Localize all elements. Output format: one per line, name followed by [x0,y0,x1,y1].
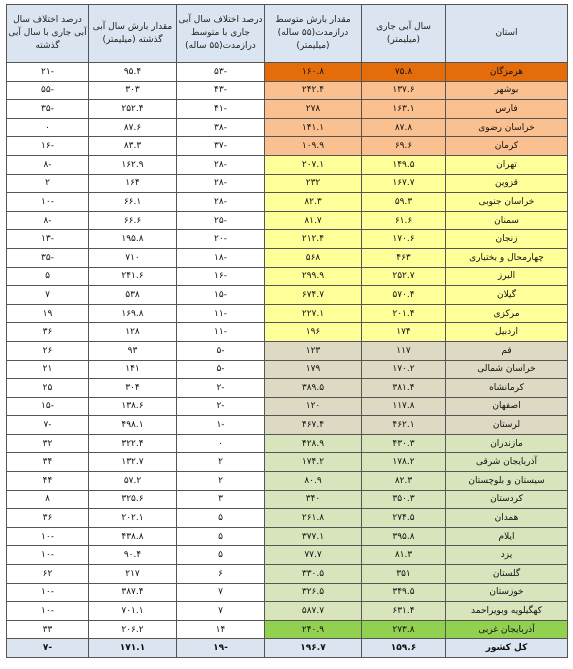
current-year-cell: ۴۳۰.۳ [362,434,446,453]
diff-last-cell: -۳۵ [7,100,89,119]
avg-55-cell: ۵۶۸ [265,248,362,267]
diff-last-cell: ۲۱ [7,360,89,379]
table-row [7,397,568,416]
last-year-cell: ۹۳ [89,341,177,360]
table-row [7,416,568,435]
current-year-cell: ۱۷۰.۶ [362,230,446,249]
rainfall-table [6,4,568,658]
last-year-cell: ۱۶۹.۸ [89,304,177,323]
diff-last-cell: ۸ [7,490,89,509]
province-cell: سمنان [446,211,568,230]
diff-avg-cell: -۲ [177,397,265,416]
table-row [7,602,568,621]
last-year-cell: ۳۰۴ [89,379,177,398]
last-year-cell: ۲۱۷ [89,565,177,584]
province-cell: آذربایجان شرقی [446,453,568,472]
avg-55-cell: ۶۷۴.۷ [265,286,362,305]
diff-avg-cell: -۳۸ [177,118,265,137]
diff-avg-cell: ۵ [177,546,265,565]
diff-avg-cell: -۴۳ [177,81,265,100]
last-year-cell: ۸۷.۶ [89,118,177,137]
table-row [7,81,568,100]
province-cell: ایلام [446,527,568,546]
avg-55-cell: ۲۲۷.۱ [265,304,362,323]
last-year-cell: ۱۹۵.۸ [89,230,177,249]
diff-avg-cell: -۱۵ [177,286,265,305]
diff-last-cell: -۳۵ [7,248,89,267]
diff-avg-cell: -۵ [177,341,265,360]
province-cell: سیستان و بلوچستان [446,472,568,491]
total-current-year: ۱۵۹.۶ [362,639,446,658]
province-cell: آذربایجان غربی [446,620,568,639]
diff-last-cell: ۳۶ [7,323,89,342]
table-row [7,620,568,639]
diff-last-cell: -۸ [7,211,89,230]
diff-last-cell: ۲۵ [7,379,89,398]
last-year-cell: ۶۶.۶ [89,211,177,230]
province-cell: مازندران [446,434,568,453]
current-year-cell: ۱۴۹.۵ [362,155,446,174]
diff-last-cell: -۸ [7,155,89,174]
avg-55-cell: ۷۷.۷ [265,546,362,565]
last-year-cell: ۴۳۸.۸ [89,527,177,546]
diff-avg-cell: -۲ [177,379,265,398]
avg-55-cell: ۱۲۰ [265,397,362,416]
last-year-cell: ۳۸۷.۴ [89,583,177,602]
province-cell: هرمزگان [446,63,568,82]
table-row [7,118,568,137]
last-year-cell: ۵۳۸ [89,286,177,305]
diff-last-cell: -۱۳ [7,230,89,249]
province-cell: کردستان [446,490,568,509]
last-year-cell: ۴۹۸.۱ [89,416,177,435]
avg-55-cell: ۸۲.۳ [265,193,362,212]
province-cell: اصفهان [446,397,568,416]
province-cell: خراسان شمالی [446,360,568,379]
diff-avg-cell: ۲ [177,472,265,491]
avg-55-cell: ۲۱۲.۴ [265,230,362,249]
diff-last-cell: ۵ [7,267,89,286]
current-year-cell: ۱۷۰.۲ [362,360,446,379]
avg-55-cell: ۲۹۹.۹ [265,267,362,286]
avg-55-cell: ۲۴۲.۴ [265,81,362,100]
diff-avg-cell: ۵ [177,527,265,546]
province-cell: قزوین [446,174,568,193]
province-cell: کرمانشاه [446,379,568,398]
province-cell: گیلان [446,286,568,305]
current-year-cell: ۲۰۱.۴ [362,304,446,323]
avg-55-cell: ۱۹۶ [265,323,362,342]
diff-last-cell: ۴۴ [7,472,89,491]
diff-avg-cell: -۲۸ [177,193,265,212]
province-cell: یزد [446,546,568,565]
table-row [7,304,568,323]
province-cell: کهگیلویه وبویراحمد [446,602,568,621]
diff-avg-cell: ۲ [177,453,265,472]
current-year-cell: ۶۱.۶ [362,211,446,230]
diff-avg-cell: -۱۶ [177,267,265,286]
last-year-cell: ۱۳۸.۶ [89,397,177,416]
current-year-cell: ۲۵۲.۷ [362,267,446,286]
table-row [7,155,568,174]
header-diff-last: درصد اختلاف سال آبی جاری با سال آبی گذشته [7,5,89,63]
province-cell: کرمان [446,137,568,156]
diff-last-cell: -۲۱ [7,63,89,82]
table-row [7,323,568,342]
current-year-cell: ۳۹۵.۸ [362,527,446,546]
diff-last-cell: ۲۶ [7,341,89,360]
diff-avg-cell: ۶ [177,565,265,584]
diff-last-cell: ۰ [7,118,89,137]
current-year-cell: ۴۶۳ [362,248,446,267]
last-year-cell: ۶۶.۱ [89,193,177,212]
province-cell: خراسان جنوبی [446,193,568,212]
avg-55-cell: ۳۲۶.۵ [265,583,362,602]
avg-55-cell: ۴۲۸.۹ [265,434,362,453]
table-body [7,63,568,658]
diff-avg-cell: -۱۸ [177,248,265,267]
table-row [7,509,568,528]
diff-last-cell: -۱۰ [7,546,89,565]
current-year-cell: ۱۶۷.۷ [362,174,446,193]
table-row [7,267,568,286]
avg-55-cell: ۱۲۳ [265,341,362,360]
diff-avg-cell: -۵ [177,360,265,379]
province-cell: تهران [446,155,568,174]
diff-avg-cell: ۱۴ [177,620,265,639]
current-year-cell: ۱۱۷.۸ [362,397,446,416]
diff-avg-cell: ۷ [177,602,265,621]
header-row [7,5,568,63]
diff-avg-cell: -۴۱ [177,100,265,119]
total-diff-last: -۷ [7,639,89,658]
diff-last-cell: -۱۰ [7,527,89,546]
avg-55-cell: ۱۷۹ [265,360,362,379]
province-cell: بوشهر [446,81,568,100]
diff-avg-cell: -۲۸ [177,155,265,174]
last-year-cell: ۱۶۲.۹ [89,155,177,174]
current-year-cell: ۸۷.۸ [362,118,446,137]
avg-55-cell: ۲۷۸ [265,100,362,119]
avg-55-cell: ۲۴۰.۹ [265,620,362,639]
province-cell: قم [446,341,568,360]
avg-55-cell: ۲۶۱.۸ [265,509,362,528]
header-diff-avg: درصد اختلاف سال آبی جاری با متوسط درازمدت(۵۵ ساله) [177,5,265,63]
diff-avg-cell: -۳۷ [177,137,265,156]
current-year-cell: ۸۱.۳ [362,546,446,565]
last-year-cell: ۱۴۱ [89,360,177,379]
avg-55-cell: ۱۷۴.۲ [265,453,362,472]
avg-55-cell: ۱۰۹.۹ [265,137,362,156]
province-cell: خراسان رضوی [446,118,568,137]
current-year-cell: ۱۷۸.۲ [362,453,446,472]
table-row [7,434,568,453]
last-year-cell: ۵۷.۲ [89,472,177,491]
province-cell: البرز [446,267,568,286]
diff-last-cell: -۱۰ [7,583,89,602]
last-year-cell: ۱۶۴ [89,174,177,193]
total-label: کل کشور [446,639,568,658]
diff-avg-cell: -۲۰ [177,230,265,249]
table-row [7,248,568,267]
diff-avg-cell: ۷ [177,583,265,602]
current-year-cell: ۲۷۳.۸ [362,620,446,639]
avg-55-cell: ۳۷۷.۱ [265,527,362,546]
table-row [7,174,568,193]
province-cell: خوزستان [446,583,568,602]
current-year-cell: ۶۹.۶ [362,137,446,156]
province-cell: گلستان [446,565,568,584]
avg-55-cell: ۳۸۹.۵ [265,379,362,398]
total-avg-55: ۱۹۶.۷ [265,639,362,658]
province-cell: لرستان [446,416,568,435]
table-row [7,360,568,379]
diff-last-cell: -۵۵ [7,81,89,100]
rainfall-table-container [6,4,567,665]
diff-last-cell: -۱۶ [7,137,89,156]
avg-55-cell: ۳۴۰ [265,490,362,509]
last-year-cell: ۱۲۸ [89,323,177,342]
avg-55-cell: ۸۱.۷ [265,211,362,230]
last-year-cell: ۱۳۲.۷ [89,453,177,472]
table-row [7,565,568,584]
current-year-cell: ۳۵۰.۳ [362,490,446,509]
province-cell: مرکزی [446,304,568,323]
total-last-year: ۱۷۱.۱ [89,639,177,658]
current-year-cell: ۱۶۳.۱ [362,100,446,119]
diff-avg-cell: ۵ [177,509,265,528]
current-year-cell: ۶۳۱.۴ [362,602,446,621]
diff-last-cell: -۱۰ [7,602,89,621]
diff-last-cell: ۷ [7,286,89,305]
diff-avg-cell: -۲۵ [177,211,265,230]
table-row [7,63,568,82]
table-row [7,341,568,360]
table-row [7,286,568,305]
table-row [7,490,568,509]
current-year-cell: ۱۳۷.۶ [362,81,446,100]
total-diff-avg: -۱۹ [177,639,265,658]
current-year-cell: ۱۱۷ [362,341,446,360]
last-year-cell: ۸۳.۳ [89,137,177,156]
current-year-cell: ۱۷۴ [362,323,446,342]
last-year-cell: ۲۰۲.۱ [89,509,177,528]
last-year-cell: ۳۲۵.۶ [89,490,177,509]
avg-55-cell: ۵۸۷.۷ [265,602,362,621]
diff-avg-cell: -۱ [177,416,265,435]
last-year-cell: ۳۲۲.۴ [89,434,177,453]
province-cell: زنجان [446,230,568,249]
table-row [7,527,568,546]
header-current-year: سال آبی جاری (میلیمتر) [362,5,446,63]
current-year-cell: ۷۵.۸ [362,63,446,82]
current-year-cell: ۸۲.۳ [362,472,446,491]
province-cell: اردبیل [446,323,568,342]
diff-last-cell: ۲ [7,174,89,193]
current-year-cell: ۳۸۱.۴ [362,379,446,398]
table-row [7,230,568,249]
diff-last-cell: -۱۰ [7,193,89,212]
last-year-cell: ۹۰.۴ [89,546,177,565]
diff-last-cell: -۱۵ [7,397,89,416]
current-year-cell: ۳۴۹.۵ [362,583,446,602]
last-year-cell: ۳۰۳ [89,81,177,100]
diff-avg-cell: -۱۱ [177,323,265,342]
table-row [7,453,568,472]
last-year-cell: ۲۰۶.۲ [89,620,177,639]
province-cell: فارس [446,100,568,119]
avg-55-cell: ۱۶۰.۸ [265,63,362,82]
diff-avg-cell: ۳ [177,490,265,509]
diff-avg-cell: -۱۱ [177,304,265,323]
diff-last-cell: ۱۹ [7,304,89,323]
current-year-cell: ۳۵۱ [362,565,446,584]
table-row [7,379,568,398]
table-row [7,583,568,602]
diff-last-cell: ۳۴ [7,453,89,472]
last-year-cell: ۲۴۱.۶ [89,267,177,286]
avg-55-cell: ۲۳۲ [265,174,362,193]
diff-avg-cell: -۲۸ [177,174,265,193]
table-row [7,137,568,156]
header-last-year: مقدار بارش سال آبی گذشته (میلیمتر) [89,5,177,63]
current-year-cell: ۵۹.۳ [362,193,446,212]
diff-last-cell: ۳۶ [7,509,89,528]
table-row [7,193,568,212]
last-year-cell: ۷۰۱.۱ [89,602,177,621]
diff-last-cell: ۶۲ [7,565,89,584]
table-row [7,211,568,230]
avg-55-cell: ۱۴۱.۱ [265,118,362,137]
diff-last-cell: ۳۲ [7,434,89,453]
avg-55-cell: ۲۰۷.۱ [265,155,362,174]
avg-55-cell: ۴۶۷.۴ [265,416,362,435]
last-year-cell: ۲۵۲.۴ [89,100,177,119]
province-cell: همدان [446,509,568,528]
avg-55-cell: ۸۰.۹ [265,472,362,491]
diff-avg-cell: -۵۳ [177,63,265,82]
current-year-cell: ۴۶۲.۱ [362,416,446,435]
diff-last-cell: ۳۳ [7,620,89,639]
table-row [7,100,568,119]
header-province: استان [446,5,568,63]
current-year-cell: ۲۷۴.۵ [362,509,446,528]
last-year-cell: ۷۱۰ [89,248,177,267]
current-year-cell: ۵۷۰.۴ [362,286,446,305]
last-year-cell: ۹۵.۴ [89,63,177,82]
diff-last-cell: -۷ [7,416,89,435]
header-avg-55: مقدار بارش متوسط درازمدت(۵۵ ساله) (میلیمتر) [265,5,362,63]
total-row [7,639,568,658]
table-row [7,546,568,565]
avg-55-cell: ۳۳۰.۵ [265,565,362,584]
diff-avg-cell: ۰ [177,434,265,453]
table-row [7,472,568,491]
province-cell: چهارمحال و بختیاری [446,248,568,267]
